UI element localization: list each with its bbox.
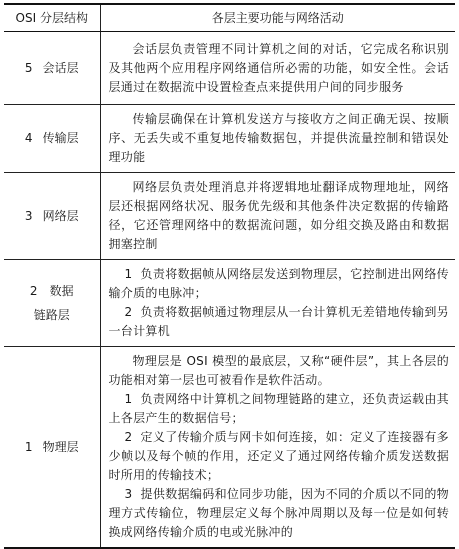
item-text: 负责网络中计算机之间物理链路的建立，还负责运载由其上各层产生的数据信号； [108, 392, 449, 425]
description-paragraph: 网络层负责处理消息并将逻辑地址翻译成物理地址，网络层还根据网络状况、服务优先级和其他条件决定数据的传输路径，它还管理网络中的数据流问题，如分组交换及路由和数据拥塞控制 [108, 180, 449, 251]
item-index: 1 [124, 392, 133, 406]
layer-name: 会话层 [42, 60, 79, 75]
table-row-transport [4, 105, 455, 173]
description-paragraph: 传输层确保在计算机发送方与接收方之间正确无误、按顺序、无丢失或不重复地传输数据包，并提供流量控制和错误处理功能 [108, 112, 449, 164]
layer-name-line2: 链路层 [33, 308, 70, 322]
description-item [109, 265, 450, 303]
table-row-network [4, 173, 455, 260]
description-paragraph: 物理层是 OSI 模型的最底层，又称“硬件层”，其上各层的功能相对第一层也可被看作是软件活动。 [108, 354, 449, 387]
layer-cell-data-link [4, 260, 100, 347]
description-item [109, 303, 450, 341]
header-layer-structure: OSI 分层结构 [4, 4, 100, 32]
osi-layer-table [4, 3, 455, 549]
layer-number: 2 [29, 284, 38, 298]
layer-description-network [100, 173, 455, 260]
layer-cell-physical [4, 347, 100, 549]
item-index: 2 [124, 305, 133, 319]
layer-number: 4 [24, 131, 33, 145]
table-header-row [4, 4, 455, 32]
layer-name: 物理层 [42, 439, 79, 454]
layer-cell-session [4, 32, 100, 105]
description-item [109, 390, 450, 428]
item-text: 提供数据编码和位同步功能，因为不同的介质以不同的物理方式传输位，物理层定义每个脉冲周期以及每一位是如何转换成网络传输介质的电或光脉冲的 [108, 487, 449, 539]
layer-description-transport [100, 105, 455, 173]
layer-name-line1: 数据 [49, 284, 74, 298]
item-text: 负责将数据帧通过物理层从一台计算机无差错地传输到另一台计算机 [108, 305, 449, 338]
item-index: 2 [124, 430, 133, 444]
layer-description-data-link [100, 260, 455, 347]
item-index: 3 [124, 487, 133, 501]
table-row-session [4, 32, 455, 105]
item-text: 定义了传输介质与网卡如何连接，如：定义了连接器有多少帧以及每个帧的作用，还定义了通过网络传输介质发送数据时所用的传输技术； [108, 430, 449, 482]
description-item [109, 428, 450, 485]
item-text: 负责将数据帧从网络层发送到物理层，它控制进出网络传输介质的电脉冲； [108, 267, 449, 300]
header-functions: 各层主要功能与网络活动 [100, 4, 455, 32]
layer-number: 1 [24, 439, 33, 454]
layer-name: 网络层 [42, 208, 79, 223]
layer-cell-transport [4, 105, 100, 173]
layer-description-physical [100, 347, 455, 549]
layer-cell-network [4, 173, 100, 260]
description-item [109, 485, 450, 542]
description-paragraph: 会话层负责管理不同计算机之间的对话，它完成名称识别及其他两个应用程序网络通信所必需的功能，如安全性。会话层通过在数据流中设置检查点来提供用户间的同步服务 [108, 41, 449, 94]
table-row-physical [4, 347, 455, 549]
table-row-data-link [4, 260, 455, 347]
item-index: 1 [124, 267, 133, 281]
layer-number: 5 [24, 60, 33, 75]
layer-number: 3 [24, 208, 33, 223]
layer-name: 传输层 [42, 131, 79, 145]
layer-description-session [100, 32, 455, 105]
